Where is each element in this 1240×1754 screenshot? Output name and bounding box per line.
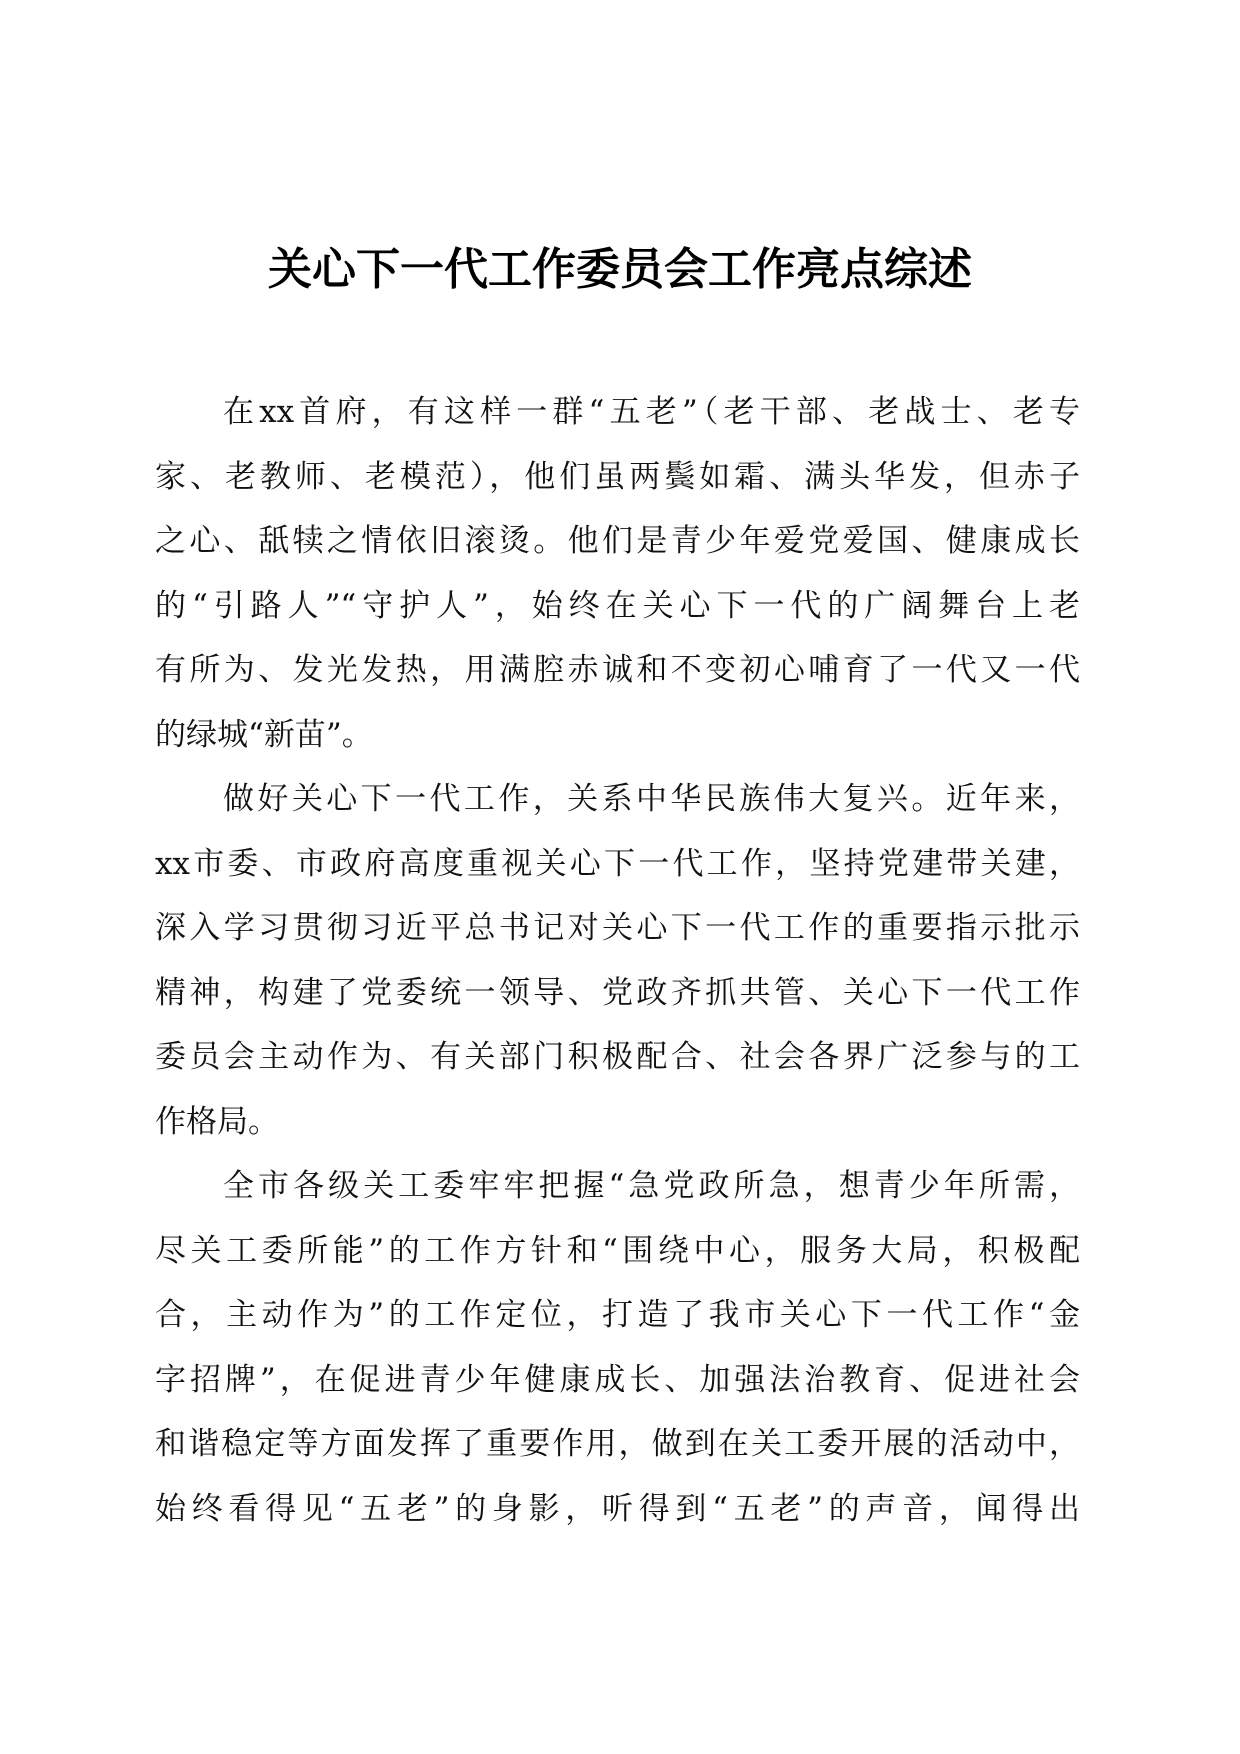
- text-line: 全市各级关工委牢牢把握“急党政所急，想青少年所需，: [223, 1168, 1080, 1204]
- paragraph-3: [155, 1154, 1080, 1541]
- text-line: 合，主动作为”的工作定位，打造了我市关心下一代工作“金: [155, 1297, 1080, 1333]
- text-line: 深入学习贯彻习近平总书记对关心下一代工作的重要指示批示: [155, 910, 1080, 946]
- text-line: 字招牌”，在促进青少年健康成长、加强法治教育、促进社会: [155, 1361, 1080, 1398]
- text-line: 始终看得见“五老”的身影，听得到“五老”的声音，闻得出: [155, 1490, 1080, 1527]
- text-line: 之心、舐犊之情依旧滚烫。他们是青少年爱党爱国、健康成长: [155, 523, 1080, 559]
- text-line: 家、老教师、老模范），他们虽两鬓如霜、满头华发，但赤子: [155, 458, 1080, 495]
- text-line: 尽关工委所能”的工作方针和“围绕中心，服务大局，积极配: [155, 1232, 1080, 1269]
- paragraph-2: [155, 767, 1080, 1154]
- text-line: 做好关心下一代工作，关系中华民族伟大复兴。近年来，: [223, 781, 1080, 817]
- text-line: xx市委、市政府高度重视关心下一代工作，坚持党建带关建，: [155, 845, 1080, 882]
- document-body: [155, 380, 1080, 1541]
- text-line: 精神，构建了党委统一领导、党政齐抓共管、关心下一代工作: [155, 974, 1080, 1011]
- paragraph-1: [155, 380, 1080, 767]
- text-line: 的绿城“新苗”。: [155, 716, 373, 753]
- document-title: 关心下一代工作委员会工作亮点综述: [268, 244, 972, 295]
- text-line: 在xx首府，有这样一群“五老”（老干部、老战士、老专: [223, 394, 1080, 430]
- text-line: 委员会主动作为、有关部门积极配合、社会各界广泛参与的工: [155, 1039, 1080, 1075]
- text-line: 和谐稳定等方面发挥了重要作用，做到在关工委开展的活动中，: [155, 1426, 1080, 1462]
- text-line: 有所为、发光发热，用满腔赤诚和不变初心哺育了一代又一代: [155, 652, 1080, 688]
- text-line: 作格局。: [155, 1103, 279, 1140]
- text-line: 的“引路人”“守护人”，始终在关心下一代的广阔舞台上老: [155, 587, 1080, 624]
